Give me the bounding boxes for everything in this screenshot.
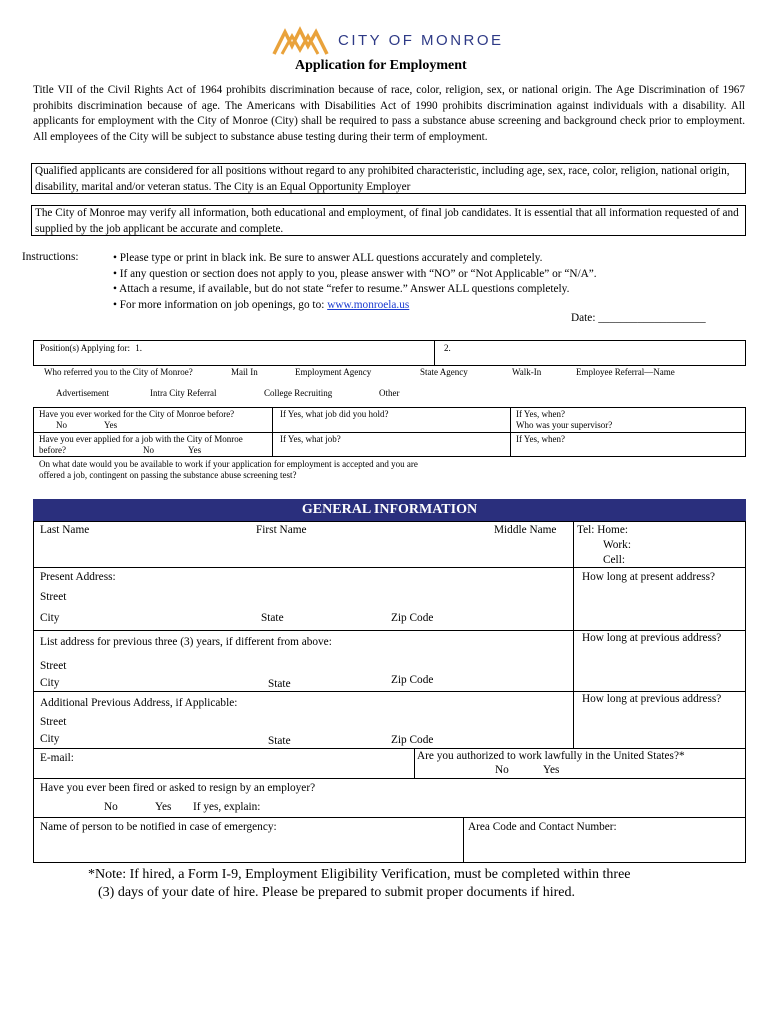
option-employment-agency[interactable]: Employment Agency — [295, 367, 372, 377]
tel-cell-label[interactable]: Cell: — [603, 554, 625, 566]
option-intra-city-referral[interactable]: Intra City Referral — [150, 388, 217, 398]
eeo-statement: Qualified applicants are considered for all positions without regard to any prohibited characteristic, including age, sex, race, color, religion, national origin, disability, marital and/or veteran status. The City is an Equal Opportunity Employer — [35, 165, 730, 193]
list-item: • Please type or print in black ink. Be sure to answer ALL questions accurately and completely. — [113, 252, 543, 264]
supervisor-label: Who was your supervisor? — [516, 420, 613, 430]
additional-city-label[interactable]: City — [40, 733, 60, 745]
option-walk-in[interactable]: Walk-In — [512, 367, 542, 377]
list-item: • If any question or section does not apply to you, please answer with “NO” or “Not Applicable” or “N/A”. — [113, 267, 597, 280]
org-name: CITY OF MONROE — [338, 32, 504, 49]
emergency-contact-label[interactable]: Name of person to be notified in case of emergency: — [40, 821, 277, 833]
instructions-list — [113, 251, 597, 313]
worked-when-label: If Yes, when? — [516, 409, 565, 419]
list-item — [113, 298, 597, 314]
additional-duration-label[interactable]: How long at previous address? — [582, 693, 722, 705]
applied-before-question: Have you ever applied for a job with the City of Monroe before? — [39, 434, 243, 455]
page-title: Application for Employment — [295, 58, 467, 73]
i9-note-line-2: (3) days of your date of hire. Please be prepared to submit proper documents if hired. — [98, 885, 576, 900]
tel-work-label[interactable]: Work: — [603, 539, 631, 551]
present-city-label[interactable]: City — [40, 612, 60, 624]
fired-question: Have you ever been fired or asked to resign by an employer? — [40, 782, 316, 794]
work-authorization-no[interactable]: No — [495, 764, 509, 776]
email-label[interactable]: E-mail: — [40, 752, 74, 764]
work-authorization-question: Are you authorized to work lawfully in the United States?* — [417, 750, 685, 762]
emergency-phone-label[interactable]: Area Code and Contact Number: — [468, 821, 617, 833]
referred-question: Who referred you to the City of Monroe? — [44, 367, 193, 377]
additional-address-label: Additional Previous Address, if Applicable: — [40, 697, 238, 709]
option-mail-in[interactable]: Mail In — [231, 367, 258, 377]
additional-state-label[interactable]: State — [268, 735, 291, 747]
i9-note-line-1: *Note: If hired, a Form I-9, Employment Eligibility Verification, must be completed within three — [88, 867, 631, 882]
list-item: • Attach a resume, if available, but do not state “refer to resume.” Answer ALL questions completely. — [113, 283, 570, 295]
present-address-label: Present Address: — [40, 571, 116, 583]
additional-street-label[interactable]: Street — [40, 716, 67, 728]
worked-before-no[interactable]: No — [56, 420, 67, 430]
worked-before-yes[interactable]: Yes — [104, 420, 118, 430]
list-item-text: • For more information on job openings, go to: — [113, 298, 328, 311]
date-field[interactable]: Date: ___________________ — [571, 312, 706, 324]
tel-home-label[interactable]: Tel: Home: — [577, 524, 628, 536]
verify-statement-box — [31, 205, 746, 236]
present-street-label[interactable]: Street — [40, 591, 67, 603]
website-link[interactable]: www.monroela.us — [327, 298, 410, 311]
prev-street-label[interactable]: Street — [40, 660, 67, 672]
city-logo — [272, 24, 522, 60]
option-other[interactable]: Other — [379, 388, 400, 398]
option-advertisement[interactable]: Advertisement — [56, 388, 109, 398]
applied-before-yes[interactable]: Yes — [188, 445, 202, 455]
eeo-statement-box — [31, 163, 746, 194]
job-applied-label: If Yes, what job? — [280, 434, 341, 444]
option-employee-referral[interactable]: Employee Referral—Name — [576, 367, 675, 377]
first-name-label[interactable]: First Name — [256, 524, 307, 536]
present-state-label[interactable]: State — [261, 612, 284, 624]
position-1-number: 1. — [135, 343, 143, 353]
fired-yes[interactable]: Yes — [155, 801, 172, 813]
positions-label — [40, 343, 142, 353]
fired-explain-label[interactable]: If yes, explain: — [193, 801, 261, 813]
fired-no[interactable]: No — [104, 801, 118, 813]
option-state-agency[interactable]: State Agency — [420, 367, 468, 377]
mountains-logo-icon — [272, 24, 330, 56]
verify-statement: The City of Monroe may verify all information, both educational and employment, of final job candidates. It is essential that all information requested of and supplied by the job applicant be accurate and complete. — [35, 207, 739, 235]
present-duration-label[interactable]: How long at present address? — [582, 571, 716, 583]
prev-address-label: List address for previous three (3) years, if different from above: — [40, 636, 332, 648]
position-2-number: 2. — [444, 343, 451, 353]
applied-when-label: If Yes, when? — [516, 434, 565, 444]
prev-state-label[interactable]: State — [268, 678, 291, 690]
prev-zip-label[interactable]: Zip Code — [391, 674, 434, 686]
job-held-label: If Yes, what job did you hold? — [280, 409, 389, 419]
middle-name-label[interactable]: Middle Name — [494, 524, 557, 536]
available-date-question[interactable]: On what date would you be available to work if your application for employment is accepted and you are offered a job, contingent on passing the substance abuse screening test? — [39, 459, 418, 480]
last-name-label[interactable]: Last Name — [40, 524, 90, 536]
work-authorization-yes[interactable]: Yes — [543, 764, 560, 776]
intro-paragraph: Title VII of the Civil Rights Act of 1964 prohibits discrimination because of race, color, religion, sex, or national origin. The Age Discrimination of 1967 prohibits discrimination because of age. The Americans with Disabilities Act of 1990 prohibits discrimination against individuals with a disability. All applicants for employment with the City of Monroe (City) shall be required to pass a substance abuse screening and background check prior to employment. All employees of the City will be subject to substance abuse testing during their term of employment. — [33, 84, 745, 143]
instructions-label: Instructions: — [22, 251, 79, 263]
general-info-heading: GENERAL INFORMATION — [33, 499, 746, 521]
prev-city-label[interactable]: City — [40, 677, 60, 689]
additional-zip-label[interactable]: Zip Code — [391, 734, 434, 746]
applied-before-no[interactable]: No — [143, 445, 154, 455]
positions-label-text: Position(s) Applying for: — [40, 343, 131, 353]
prev-duration-label[interactable]: How long at previous address? — [582, 632, 722, 644]
worked-before-question: Have you ever worked for the City of Monroe before? — [39, 409, 235, 419]
i9-note — [88, 866, 631, 902]
present-zip-label[interactable]: Zip Code — [391, 612, 434, 624]
option-college-recruiting[interactable]: College Recruiting — [264, 388, 333, 398]
